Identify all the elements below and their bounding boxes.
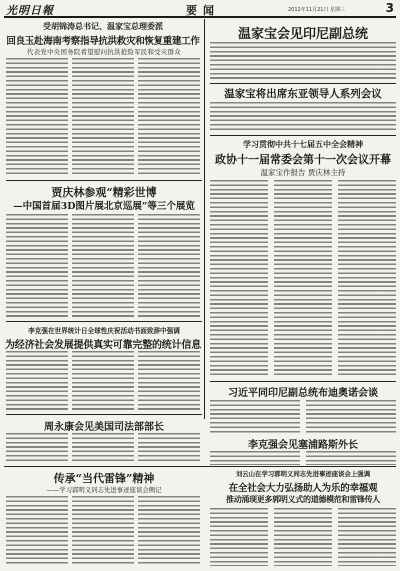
li-headline: 为经济社会发展提供真实可靠完整的统计信息 bbox=[5, 340, 201, 351]
hu-kicker: 受胡锦涛总书记、温家宝总理委派 bbox=[43, 21, 163, 31]
liu-body-col-2 bbox=[274, 508, 332, 566]
lei-headline: 传承“当代雷锋”精神 bbox=[53, 472, 155, 485]
divider bbox=[210, 83, 396, 84]
liu-body-col-3 bbox=[338, 508, 396, 566]
lei-body-col-3 bbox=[138, 496, 200, 566]
zhou-body-col-3 bbox=[138, 433, 200, 461]
jia-headline-1: 贾庆林参观“精彩世博 bbox=[51, 186, 157, 199]
divider bbox=[210, 381, 396, 382]
newspaper-logo: 光明日報 bbox=[6, 4, 54, 17]
hu-deck: 代表党中央国务院看望慰问抗洪抢险军民和受灾群众 bbox=[27, 48, 181, 56]
jia-body-col-1 bbox=[6, 214, 68, 318]
cppcc-byline: 温家宝作报告 贾庆林主持 bbox=[260, 168, 346, 177]
dateline: 2012年11月21日 星期三 bbox=[288, 7, 346, 13]
cppcc-headline: 政协十一届常委会第十一次会议开幕 bbox=[215, 153, 391, 166]
lei-body-col-2 bbox=[72, 496, 134, 566]
jia-headline-2: —中国首届3D图片展北京巡展”等三个展览 bbox=[13, 201, 195, 212]
divider bbox=[4, 466, 396, 467]
cppcc-body-col-3 bbox=[338, 180, 396, 378]
lei-subtitle: ——学习郭明义同志先进事迹座谈会侧记 bbox=[46, 486, 162, 494]
divider bbox=[6, 414, 202, 415]
cppcc-body-col-1 bbox=[210, 180, 268, 378]
cppcc-body-col-2 bbox=[274, 180, 332, 378]
li-cyprus-headline: 李克强会见塞浦路斯外长 bbox=[248, 440, 358, 451]
lei-body-col-1 bbox=[6, 496, 68, 566]
hu-body-col-1 bbox=[6, 58, 68, 176]
liu-headline-2: 推动涌现更多郭明义式的道德模范和雷锋传人 bbox=[226, 494, 380, 504]
li-cyprus-body-col-1 bbox=[210, 451, 300, 465]
li-body-col-1 bbox=[6, 351, 68, 411]
li-body-col-2 bbox=[72, 351, 134, 411]
hu-body-col-3 bbox=[138, 58, 200, 176]
hu-body-col-2 bbox=[72, 58, 134, 176]
masthead bbox=[4, 2, 396, 18]
li-cyprus-body-col-2 bbox=[306, 451, 396, 465]
column-divider bbox=[204, 19, 205, 419]
cppcc-kicker: 学习贯彻中共十七届五中全会精神 bbox=[243, 139, 363, 149]
xi-body-col-2 bbox=[306, 400, 396, 434]
liu-body-col-1 bbox=[210, 508, 268, 566]
divider bbox=[6, 180, 202, 181]
jia-body-col-3 bbox=[138, 214, 200, 318]
divider bbox=[6, 321, 202, 322]
zhou-body-col-1 bbox=[6, 433, 68, 461]
zhou-body-col-2 bbox=[72, 433, 134, 461]
hu-headline: 回良玉赴海南考察指导抗洪救灾和恢复重建工作 bbox=[6, 36, 200, 47]
wen-eastasia-headline: 温家宝将出席东亚领导人系列会议 bbox=[224, 88, 382, 100]
liu-kicker: 刘云山在学习郭明义同志先进事迹座谈会上强调 bbox=[235, 470, 371, 478]
page-number: 3 bbox=[385, 1, 394, 15]
wen-body bbox=[210, 42, 396, 80]
li-kicker: 李克强在世界统计日全球性庆祝活动书面致辞中强调 bbox=[28, 327, 180, 335]
divider bbox=[210, 135, 396, 136]
liu-headline-1: 在全社会大力弘扬助人为乐的幸福观 bbox=[228, 483, 378, 494]
section-title: 要闻 bbox=[186, 4, 220, 17]
xi-headline: 习近平同印尼副总统布迪奥诺会谈 bbox=[228, 388, 378, 399]
xi-body-col-1 bbox=[210, 400, 300, 434]
li-body-col-3 bbox=[138, 351, 200, 411]
zhou-headline: 周永康会见美国司法部部长 bbox=[44, 422, 164, 433]
wen-headline: 温家宝会见印尼副总统 bbox=[237, 27, 368, 42]
jia-body-col-2 bbox=[72, 214, 134, 318]
wen-eastasia-body bbox=[210, 102, 396, 132]
